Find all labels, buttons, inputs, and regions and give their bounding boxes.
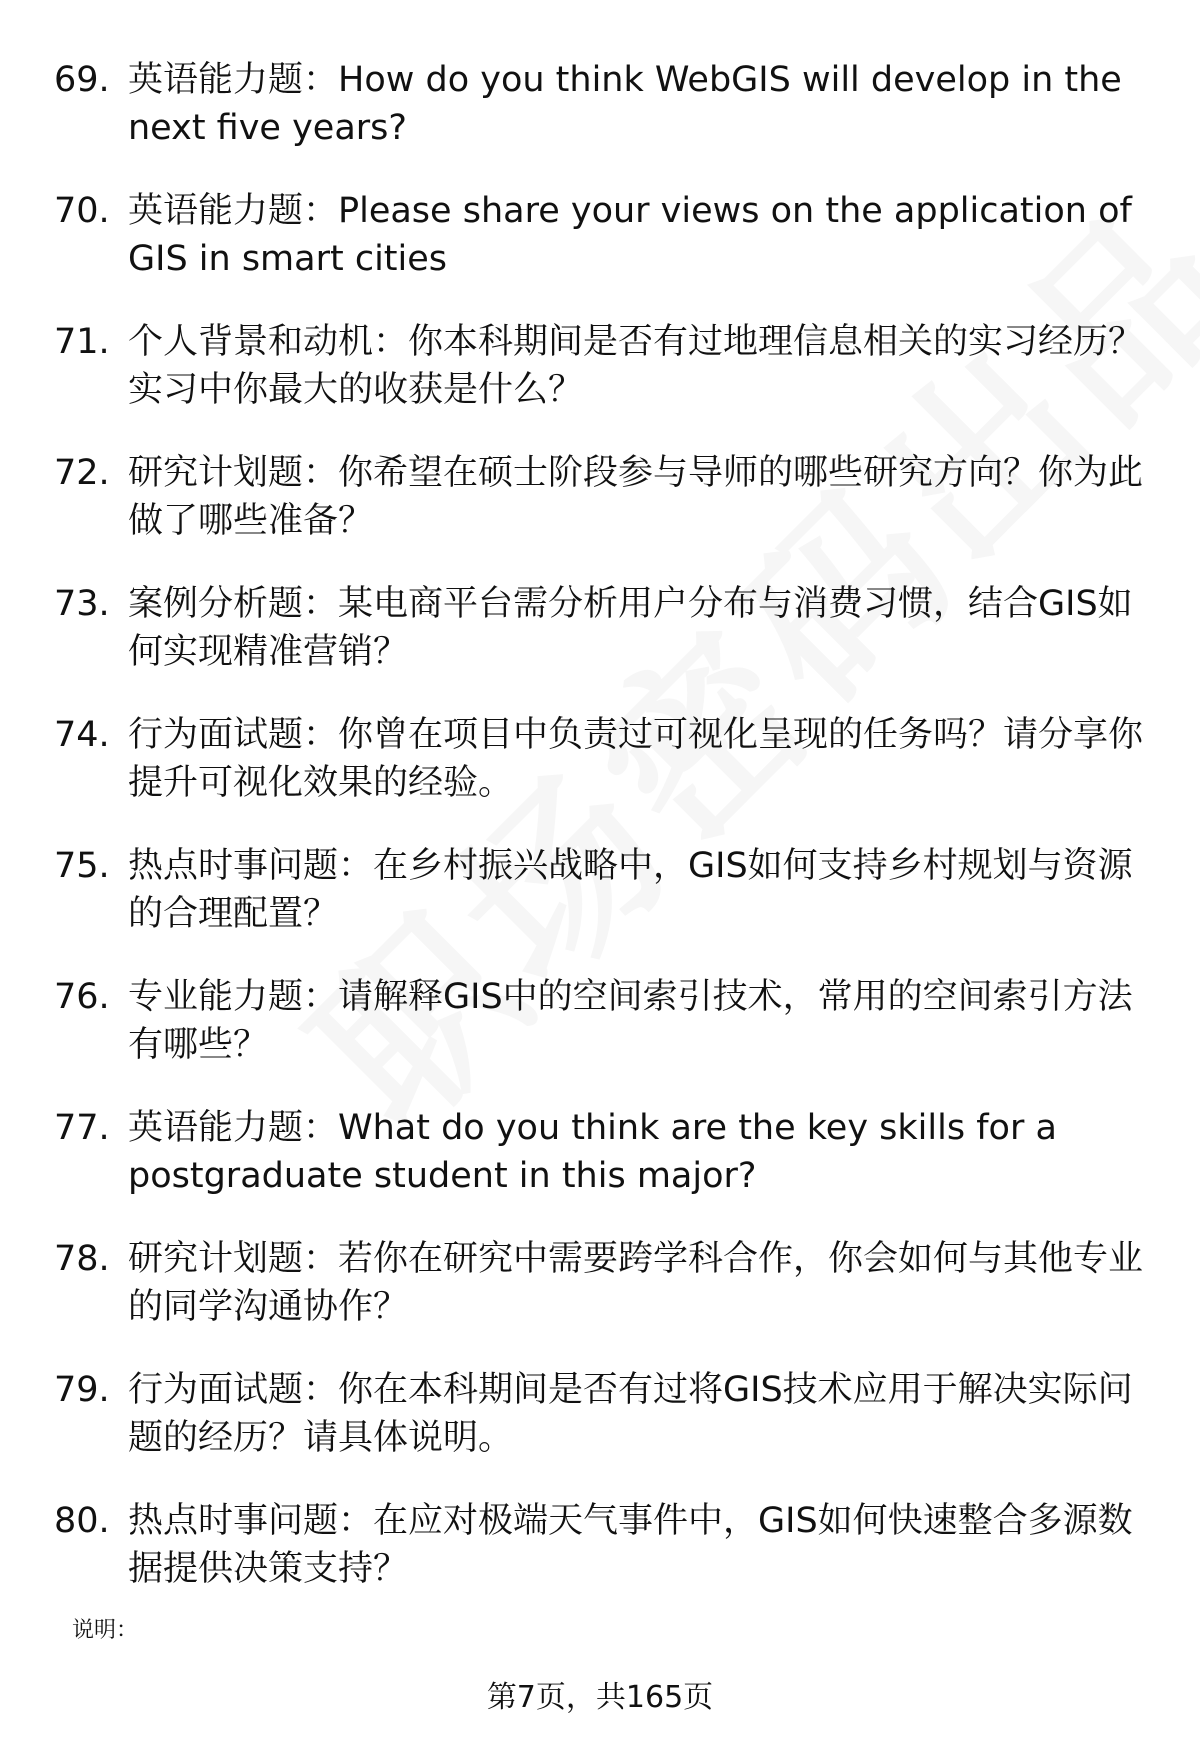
question-text: 行为面试题：你在本科期间是否有过将GIS技术应用于解决实际问题的经历？请具体说明。 bbox=[128, 1370, 1133, 1458]
question-number: 72. bbox=[54, 453, 110, 493]
question-number: 79. bbox=[54, 1370, 110, 1410]
question-text: 英语能力题：What do you think are the key skills for a postgraduate student in this major? bbox=[128, 1108, 1057, 1196]
question-number: 77. bbox=[54, 1108, 110, 1148]
note-label: 说明： bbox=[72, 1618, 139, 1643]
question-number: 73. bbox=[54, 584, 110, 624]
question-number: 69. bbox=[54, 60, 110, 100]
question-number: 71. bbox=[54, 322, 110, 362]
question-number: 78. bbox=[54, 1239, 110, 1279]
question-item bbox=[54, 56, 1144, 152]
question-item bbox=[54, 711, 1144, 807]
question-item bbox=[54, 842, 1144, 938]
question-item bbox=[54, 318, 1144, 414]
question-item bbox=[54, 1497, 1144, 1593]
question-number: 80. bbox=[54, 1501, 110, 1541]
question-item bbox=[54, 580, 1144, 676]
question-item bbox=[54, 973, 1144, 1069]
question-number: 75. bbox=[54, 846, 110, 886]
question-item bbox=[54, 1366, 1144, 1462]
question-item bbox=[54, 1104, 1144, 1200]
question-text: 研究计划题：你希望在硕士阶段参与导师的哪些研究方向？你为此做了哪些准备？ bbox=[128, 453, 1144, 541]
question-list bbox=[54, 56, 1144, 1628]
question-item bbox=[54, 187, 1144, 283]
question-text: 个人背景和动机：你本科期间是否有过地理信息相关的实习经历？实习中你最大的收获是什么？ bbox=[128, 322, 1144, 410]
question-number: 76. bbox=[54, 977, 110, 1017]
question-item bbox=[54, 1235, 1144, 1331]
question-text: 热点时事问题：在应对极端天气事件中，GIS如何快速整合多源数据提供决策支持？ bbox=[128, 1501, 1133, 1589]
question-text: 英语能力题：How do you think WebGIS will develop in the next five years? bbox=[128, 60, 1122, 148]
question-text: 专业能力题：请解释GIS中的空间索引技术，常用的空间索引方法有哪些？ bbox=[128, 977, 1133, 1065]
question-number: 70. bbox=[54, 191, 110, 231]
question-text: 研究计划题：若你在研究中需要跨学科合作，你会如何与其他专业的同学沟通协作？ bbox=[128, 1239, 1144, 1327]
page-number: 第7页，共165页 bbox=[486, 1680, 714, 1715]
question-item bbox=[54, 449, 1144, 545]
question-number: 74. bbox=[54, 715, 110, 755]
question-text: 英语能力题：Please share your views on the application of GIS in smart cities bbox=[128, 191, 1132, 279]
question-text: 案例分析题：某电商平台需分析用户分布与消费习惯，结合GIS如何实现精准营销？ bbox=[128, 584, 1133, 672]
question-text: 行为面试题：你曾在项目中负责过可视化呈现的任务吗？请分享你提升可视化效果的经验。 bbox=[128, 715, 1144, 803]
question-text: 热点时事问题：在乡村振兴战略中，GIS如何支持乡村规划与资源的合理配置？ bbox=[128, 846, 1133, 934]
